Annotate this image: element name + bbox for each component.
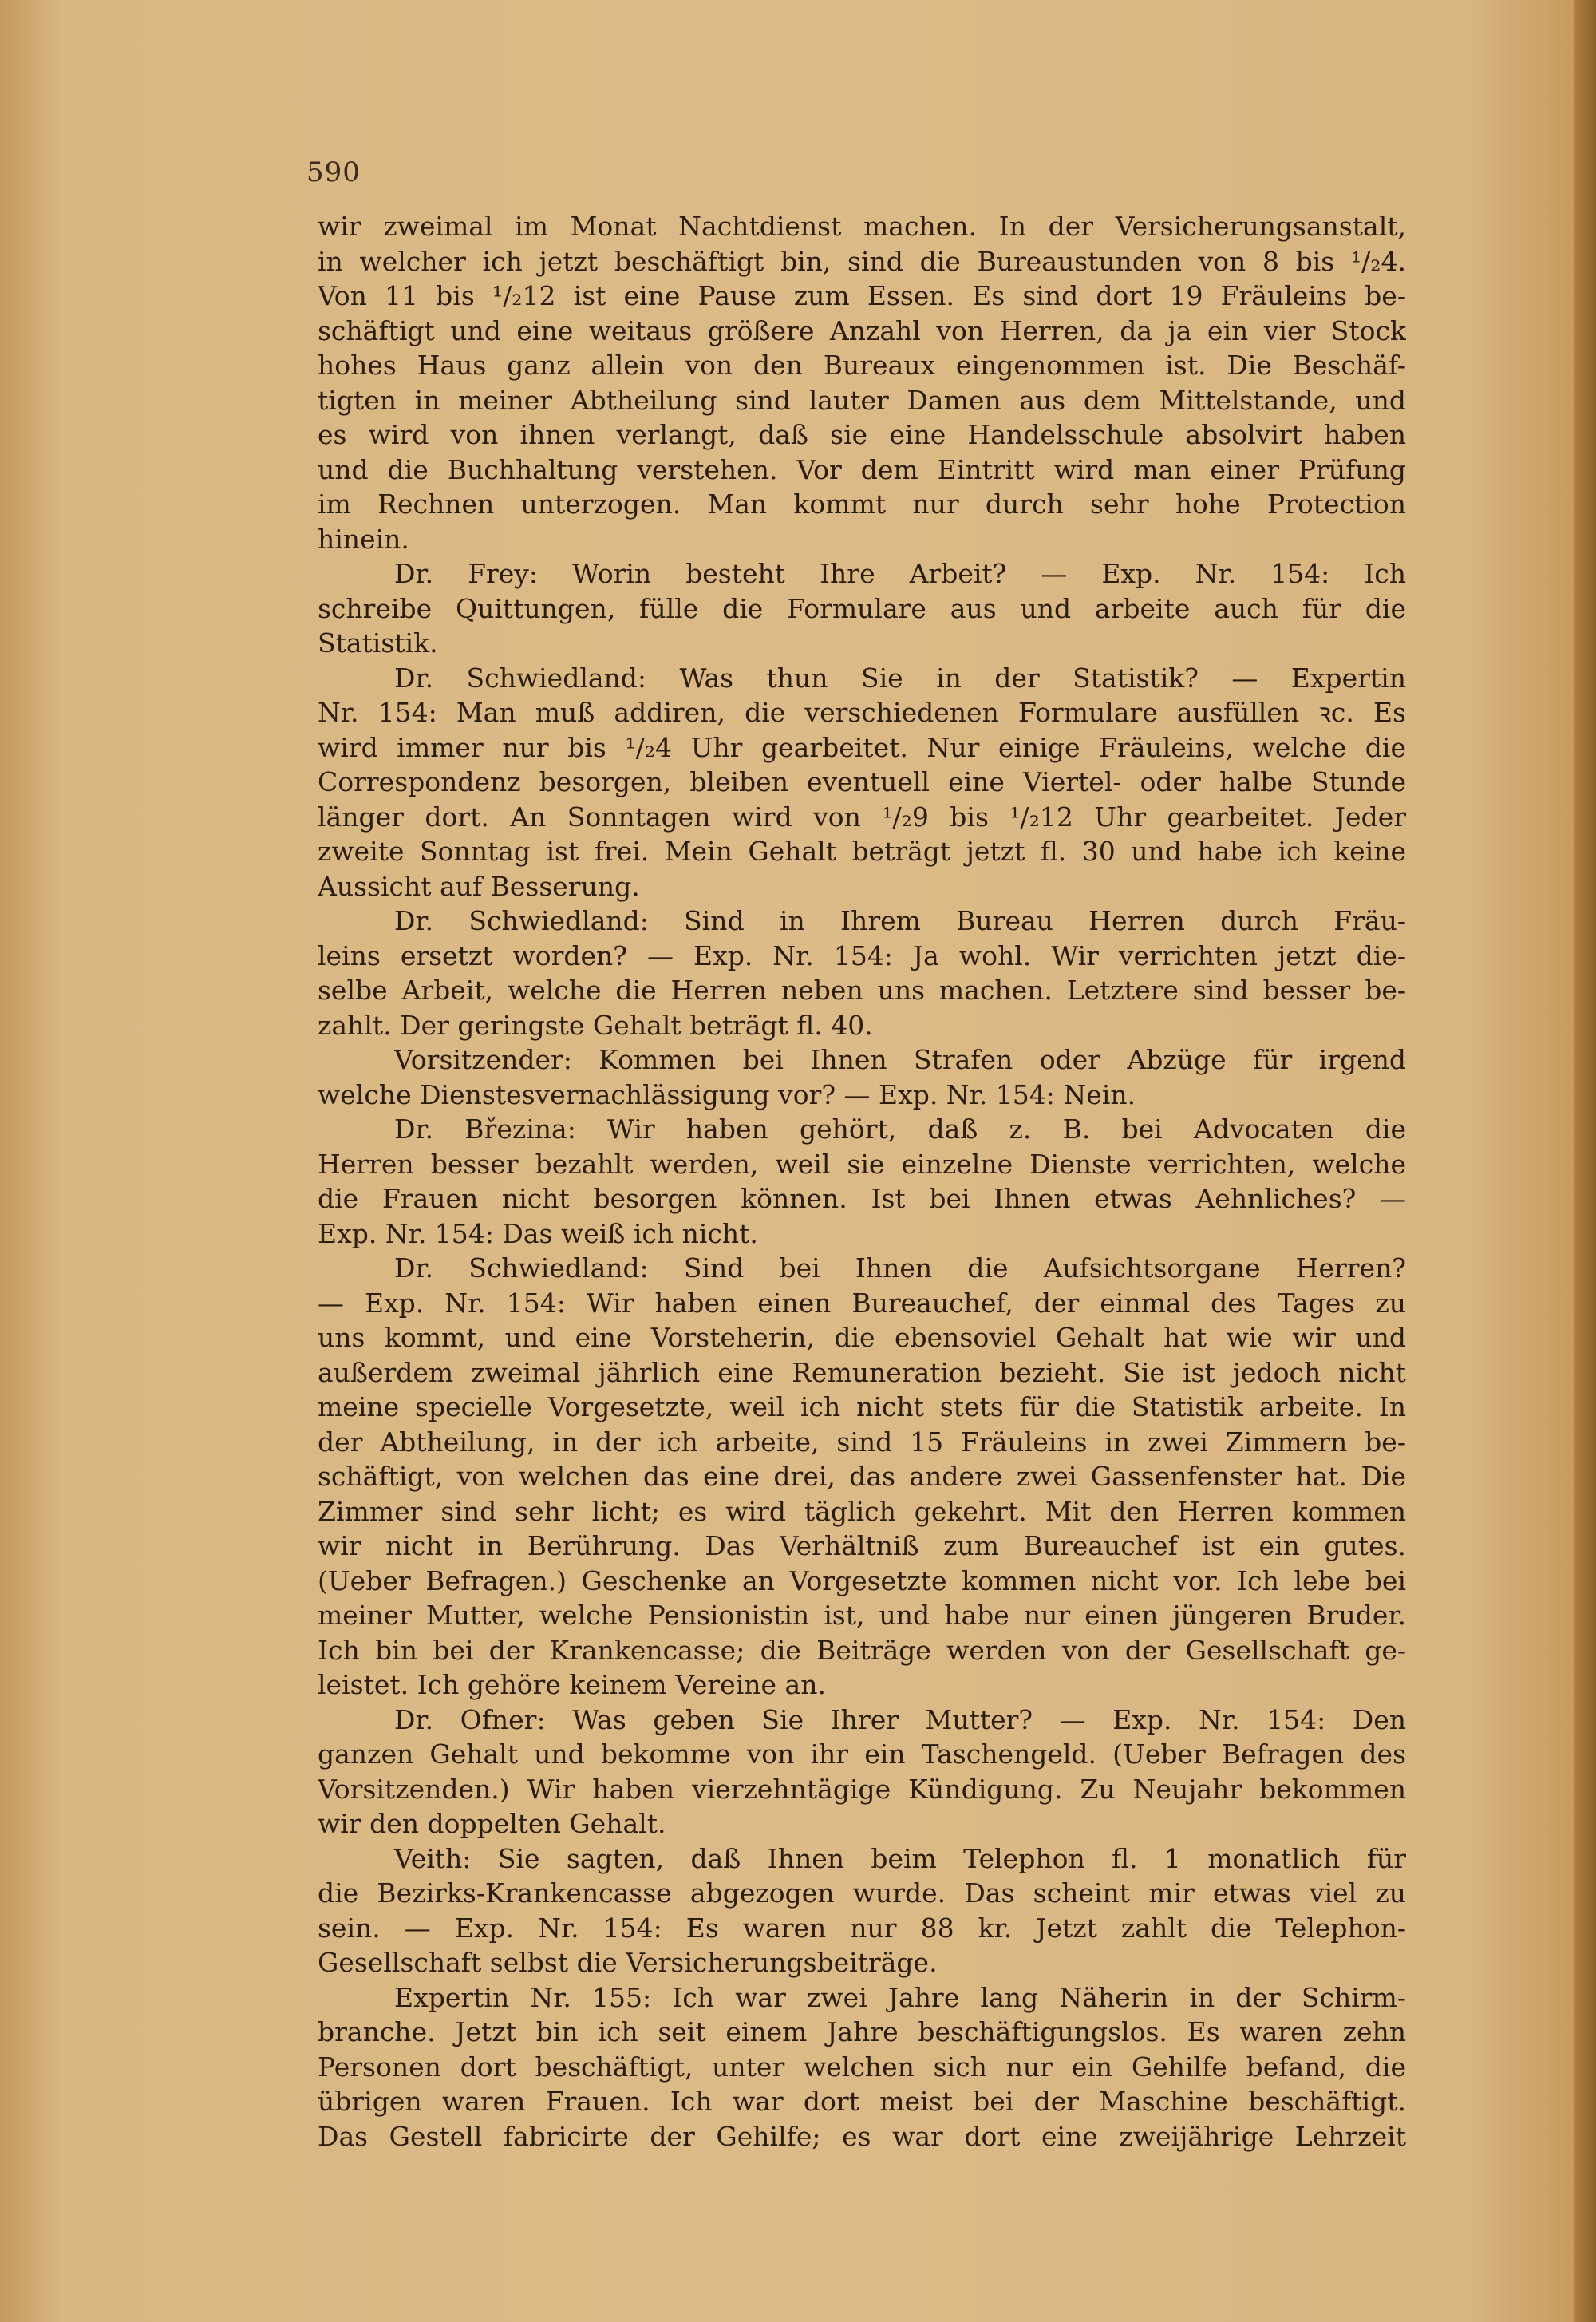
text-line: Expertin Nr. 155: Ich war zwei Jahre lang Näherin in der Schirm- bbox=[394, 1981, 1406, 2013]
text-line: tigten in meiner Abtheilung sind lauter Damen aus dem Mittelstande, und bbox=[318, 384, 1406, 416]
body-text bbox=[318, 209, 1406, 2154]
text-line: leistet. Ich gehöre keinem Vereine an. bbox=[318, 1669, 826, 1700]
text-line: wir nicht in Berührung. Das Verhältniß zum Bureauchef ist ein gutes. bbox=[318, 1530, 1406, 1561]
text-line: welche Dienstesvernachlässigung vor? — Exp. Nr. 154: Nein. bbox=[318, 1078, 1136, 1110]
text-line: selbe Arbeit, welche die Herren neben uns machen. Letztere sind besser be- bbox=[318, 975, 1406, 1006]
text-line: Veith: Sie sagten, daß Ihnen beim Telephon fl. 1 monatlich für bbox=[394, 1842, 1406, 1874]
text-line: es wird von ihnen verlangt, daß sie eine Handelsschule absolvirt haben bbox=[318, 419, 1406, 450]
text-line: die Frauen nicht besorgen können. Ist bei Ihnen etwas Aehnliches? — bbox=[318, 1183, 1406, 1214]
text-line: uns kommt, und eine Vorsteherin, die ebensoviel Gehalt hat wie wir und bbox=[318, 1322, 1406, 1353]
page-number: 590 bbox=[306, 156, 361, 188]
text-line: (Ueber Befragen.) Geschenke an Vorgesetzte kommen nicht vor. Ich lebe bei bbox=[318, 1564, 1406, 1596]
text-line: schreibe Quittungen, fülle die Formulare aus und arbeite auch für die bbox=[318, 592, 1406, 624]
text-line: meine specielle Vorgesetzte, weil ich nicht stets für die Statistik arbeite. In bbox=[318, 1391, 1406, 1422]
text-line: sein. — Exp. Nr. 154: Es waren nur 88 kr. Jetzt zahlt die Telephon- bbox=[318, 1912, 1406, 1944]
text-line: länger dort. An Sonntagen wird von ¹/₂9 bis ¹/₂12 Uhr gearbeitet. Jeder bbox=[318, 801, 1406, 833]
text-line: ganzen Gehalt und bekomme von ihr ein Taschengeld. (Ueber Befragen des bbox=[318, 1739, 1406, 1770]
text-line: in welcher ich jetzt beschäftigt bin, sind die Bureaustunden von 8 bis ¹/₂4. bbox=[318, 245, 1406, 277]
text-line: Herren besser bezahlt werden, weil sie einzelne Dienste verrichten, welche bbox=[318, 1148, 1406, 1180]
text-line: übrigen waren Frauen. Ich war dort meist bei der Maschine beschäftigt. bbox=[318, 2086, 1406, 2117]
text-line: Nr. 154: Man muß addiren, die verschiedenen Formulare ausfüllen ꝛc. Es bbox=[318, 697, 1406, 728]
text-line: wir zweimal im Monat Nachtdienst machen. In der Versicherungsanstalt, bbox=[318, 211, 1406, 242]
text-line: Dr. Frey: Worin besteht Ihre Arbeit? — Exp. Nr. 154: Ich bbox=[394, 558, 1406, 589]
text-line: Dr. Schwiedland: Sind in Ihrem Bureau Herren durch Fräu- bbox=[394, 905, 1406, 936]
text-line: die Bezirks-Krankencasse abgezogen wurde. Das scheint mir etwas viel zu bbox=[318, 1877, 1406, 1909]
text-line: außerdem zweimal jährlich eine Remuneration bezieht. Sie ist jedoch nicht bbox=[318, 1356, 1406, 1388]
text-line: Das Gestell fabricirte der Gehilfe; es war dort eine zweijährige Lehrzeit bbox=[318, 2120, 1406, 2152]
text-line: Zimmer sind sehr licht; es wird täglich gekehrt. Mit den Herren kommen bbox=[318, 1495, 1406, 1527]
text-line: wird immer nur bis ¹/₂4 Uhr gearbeitet. Nur einige Fräuleins, welche die bbox=[318, 731, 1406, 763]
text-line: im Rechnen unterzogen. Man kommt nur durch sehr hohe Protection bbox=[318, 489, 1406, 520]
text-line: Correspondenz besorgen, bleiben eventuell eine Viertel- oder halbe Stunde bbox=[318, 766, 1406, 797]
text-line: leins ersetzt worden? — Exp. Nr. 154: Ja wohl. Wir verrichten jetzt die- bbox=[318, 939, 1406, 971]
text-line: und die Buchhaltung verstehen. Vor dem Eintritt wird man einer Prüfung bbox=[318, 453, 1406, 485]
text-line: schäftigt, von welchen das eine drei, das andere zwei Gassenfenster hat. Die bbox=[318, 1461, 1406, 1492]
text-line: hinein. bbox=[318, 523, 409, 555]
text-line: Vorsitzender: Kommen bei Ihnen Strafen oder Abzüge für irgend bbox=[394, 1044, 1406, 1075]
text-line: Von 11 bis ¹/₂12 ist eine Pause zum Essen. Es sind dort 19 Fräuleins be- bbox=[318, 280, 1406, 311]
text-line: Dr. Schwiedland: Sind bei Ihnen die Aufsichtsorgane Herren? bbox=[394, 1252, 1406, 1284]
text-line: hohes Haus ganz allein von den Bureaux eingenommen ist. Die Beschäf- bbox=[318, 350, 1406, 381]
text-line: Dr. Schwiedland: Was thun Sie in der Statistik? — Expertin bbox=[394, 662, 1406, 694]
text-line: Gesellschaft selbst die Versicherungsbeiträge. bbox=[318, 1947, 938, 1978]
text-line: Aussicht auf Besserung. bbox=[318, 870, 640, 902]
text-line: der Abtheilung, in der ich arbeite, sind 15 Fräuleins in zwei Zimmern be- bbox=[318, 1426, 1406, 1458]
book-spine-edge bbox=[1574, 0, 1596, 2322]
text-line: meiner Mutter, welche Pensionistin ist, und habe nur einen jüngeren Bruder. bbox=[318, 1600, 1406, 1631]
text-line: wir den doppelten Gehalt. bbox=[318, 1808, 666, 1839]
text-line: Vorsitzenden.) Wir haben vierzehntägige Kündigung. Zu Neujahr bekommen bbox=[318, 1773, 1406, 1805]
text-line: Statistik. bbox=[318, 627, 438, 659]
text-line: Exp. Nr. 154: Das weiß ich nicht. bbox=[318, 1217, 758, 1249]
text-line: Dr. Březina: Wir haben gehört, daß z. B. bei Advocaten die bbox=[394, 1114, 1406, 1145]
text-line: Personen dort beschäftigt, unter welchen sich nur ein Gehilfe befand, die bbox=[318, 2051, 1406, 2083]
text-line: schäftigt und eine weitaus größere Anzahl von Herren, da ja ein vier Stock bbox=[318, 314, 1406, 346]
text-line: — Exp. Nr. 154: Wir haben einen Bureauchef, der einmal des Tages zu bbox=[318, 1287, 1406, 1319]
text-line: Ich bin bei der Krankencasse; die Beiträge werden von der Gesellschaft ge- bbox=[318, 1634, 1406, 1666]
text-line: branche. Jetzt bin ich seit einem Jahre beschäftigungslos. Es waren zehn bbox=[318, 2016, 1406, 2047]
text-line: zweite Sonntag ist frei. Mein Gehalt beträgt jetzt fl. 30 und habe ich keine bbox=[318, 836, 1406, 867]
text-line: Dr. Ofner: Was geben Sie Ihrer Mutter? — Exp. Nr. 154: Den bbox=[394, 1703, 1406, 1735]
text-line: zahlt. Der geringste Gehalt beträgt fl. 40. bbox=[318, 1009, 873, 1041]
